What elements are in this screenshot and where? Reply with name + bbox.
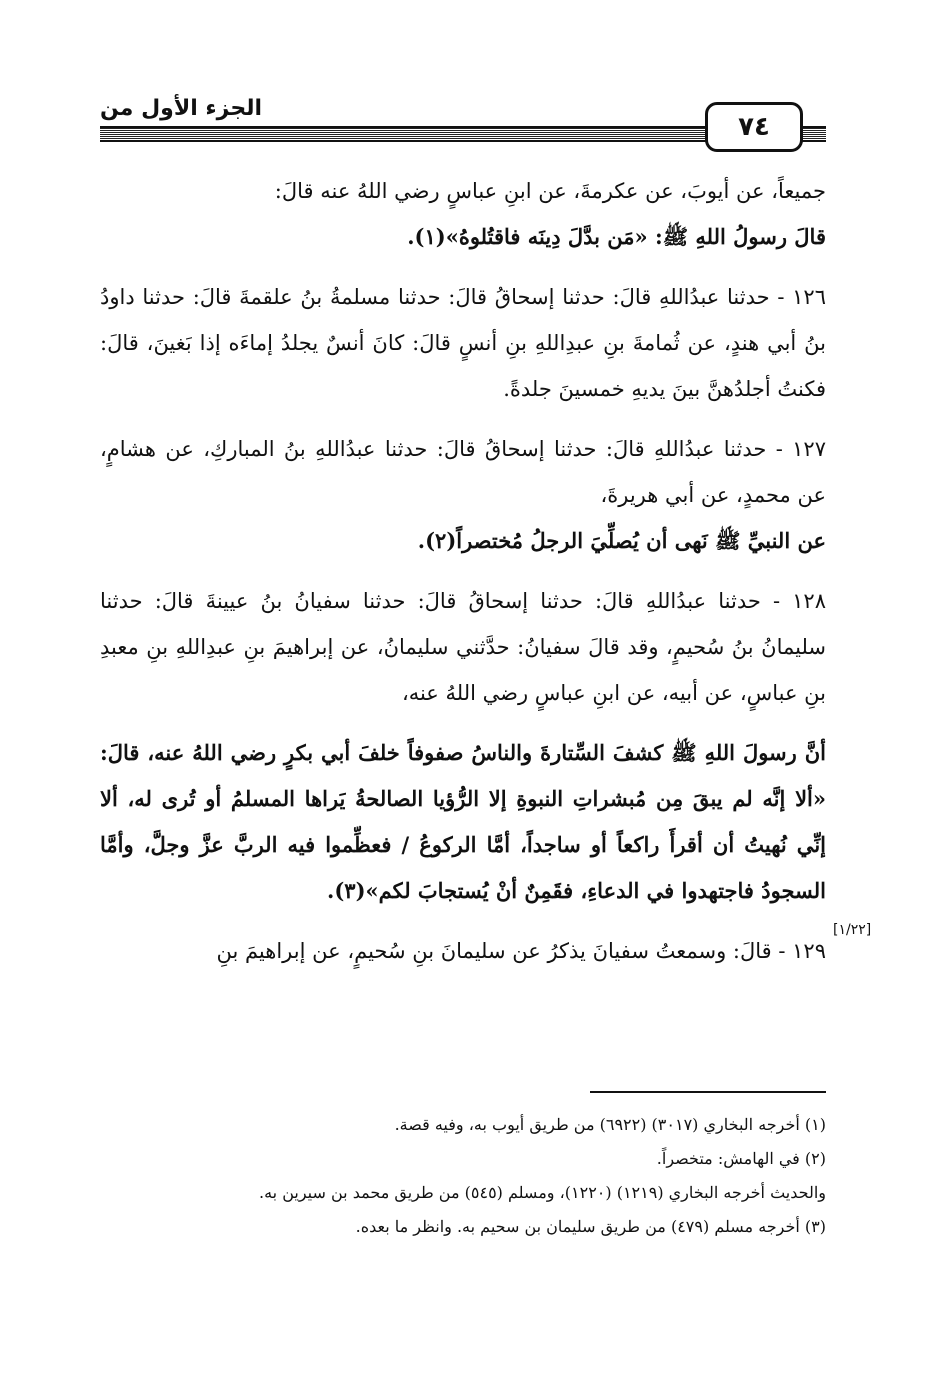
footnote: (١) أخرجه البخاري (٣٠١٧) (٦٩٢٢) من طريق أيوب به، وفيه قصة. [394,1115,826,1134]
hadith-chain: ١٢٩ - قالَ: وسمعتُ سفيانَ يذكرُ عن سليمانَ بنِ سُحيمٍ، عن إبراهيمَ بنِ [216,939,826,963]
footnotes [100,1108,826,1244]
text-line: جميعاً، عن أيوبَ، عن عكرمةَ، عن ابنِ عباسٍ رضي اللهُ عنه قالَ: [274,179,826,203]
footnote: (٢) في الهامش: متخصراً. [656,1149,826,1168]
hadith-text: قالَ رسولُ اللهِ ﷺ: «مَن بدَّلَ دِينَه فاقتُلوهُ»(١). [407,224,826,249]
page-number: ٧٤ [705,102,803,152]
hadith-chain: ١٢٨ - حدثنا عبدُاللهِ قالَ: حدثنا إسحاقُ قالَ: حدثنا سفيانُ بنُ عيينةَ قالَ: حدثنا سليمانُ بنُ سُحيمٍ، وقد قالَ سفيانُ: حدَّثني سليمانُ، عن إبراهيمَ بنِ عبدِاللهِ بنِ معبدِ بنِ عباسٍ، عن أبيه، عن ابنِ عباسٍ رضي اللهُ عنه، [100,589,826,705]
footnote: والحديث أخرجه البخاري (١٢١٩) (١٢٢٠)، ومسلم (٥٤٥) من طريق محمد بن سيرين به. [259,1183,826,1202]
running-title: الجزء الأول من [100,96,263,121]
page-header [100,96,826,152]
manuscript-folio-note: [١/٢٢] [833,922,872,938]
main-text [100,168,826,974]
hadith-text: أنَّ رسولَ اللهِ ﷺ كشفَ السِّتارةَ والناسُ صفوفاً خلفَ أبي بكرٍ رضي اللهُ عنه، قالَ: «ألا إنَّه لم يبقَ مِن مُبشراتِ النبوةِ إلا الرُّؤيا الصالحةُ يَراها المسلمُ أو تُرى له، ألا إنِّي نُهيتُ أن أقرأَ راكعاً أو ساجداً، أمَّا الركوعُ / فعظِّموا فيه الربَّ عزَّ وجلَّ، وأمَّا السجودُ فاجتهدوا في الدعاءِ، فقَمِنٌ أنْ يُستجابَ لكم»(٣). [100,740,826,903]
footnote-separator [590,1091,826,1093]
hadith-chain: ١٢٦ - حدثنا عبدُاللهِ قالَ: حدثنا إسحاقُ قالَ: حدثنا مسلمةُ بنُ علقمةَ قالَ: حدثنا داودُ بنُ أبي هندٍ، عن ثُمامةَ بنِ عبدِاللهِ بنِ أنسٍ قالَ: كانَ أنسٌ يجلدُ إماءَه إذا بَغينَ، قالَ: فكنتُ أجلدُهنَّ بينَ يديهِ خمسينَ جلدةً. [100,285,826,401]
hadith-chain: ١٢٧ - حدثنا عبدُاللهِ قالَ: حدثنا إسحاقُ قالَ: حدثنا عبدُاللهِ بنُ المباركِ، عن هشامٍ، عن محمدٍ، عن أبي هريرةَ، [100,437,826,507]
footnote: (٣) أخرجه مسلم (٤٧٩) من طريق سليمان بن سحيم به. وانظر ما بعده. [355,1217,826,1236]
hadith-text: عن النبيِّ ﷺ نَهى أن يُصلِّيَ الرجلُ مُختصراً(٢). [417,528,826,553]
